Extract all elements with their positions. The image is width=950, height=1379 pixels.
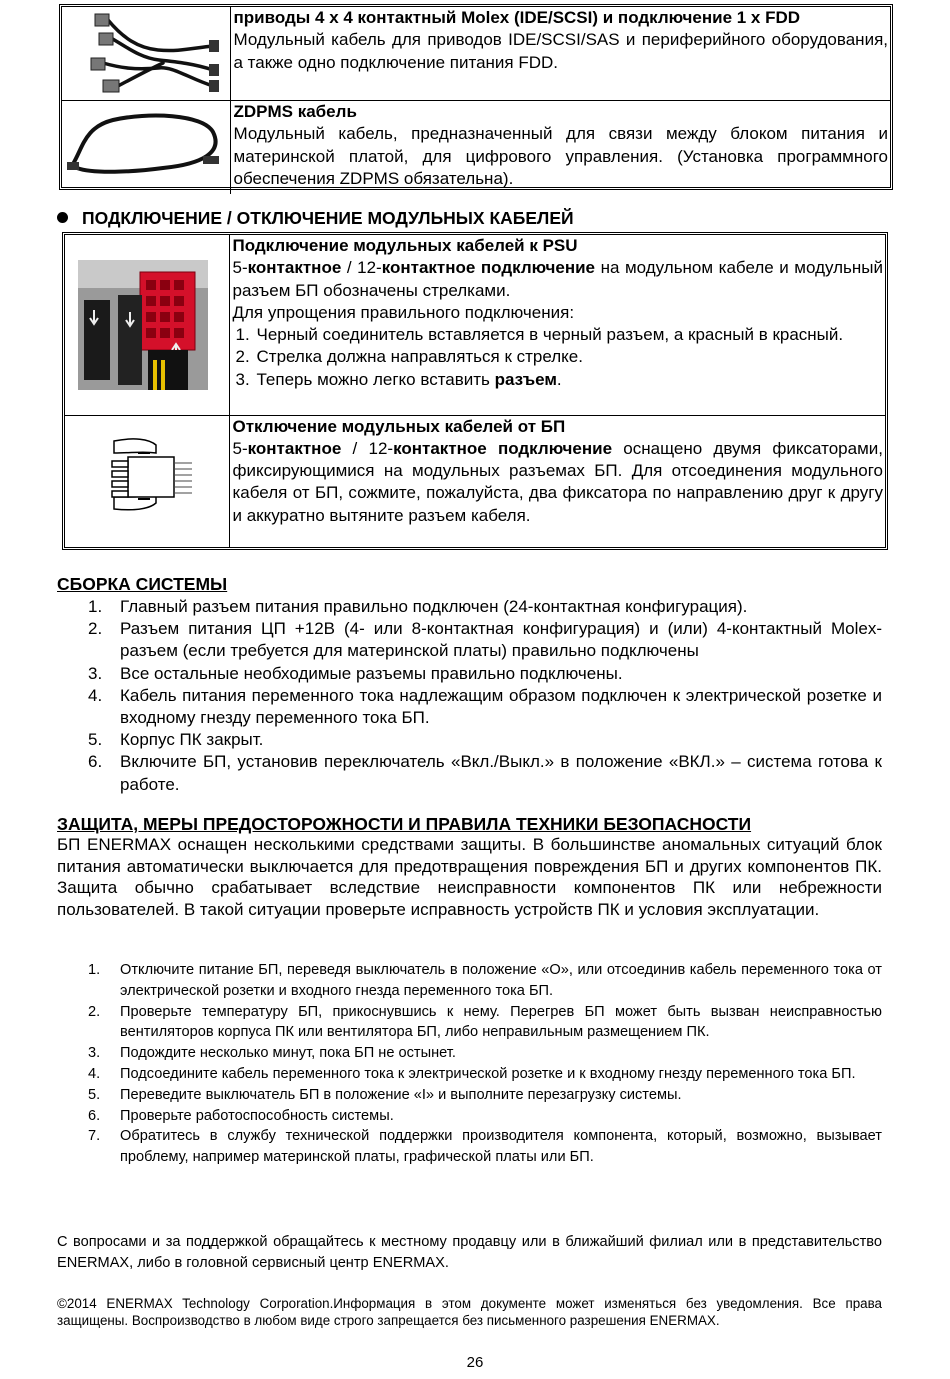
copyright-text: ©2014 ENERMAX Technology Corporation.Информация в этом документе может изменяться без уведомления. Все права защищены. Воспроизводство в любом виде строго запрещается без письменного разрешения ENERMAX. bbox=[57, 1296, 882, 1328]
modular-cables-heading: ПОДКЛЮЧЕНИЕ / ОТКЛЮЧЕНИЕ МОДУЛЬНЫХ КАБЕЛЕЙ bbox=[57, 208, 574, 229]
connect-image-cell bbox=[65, 235, 229, 415]
zdpms-cable-desc: Модульный кабель, предназначенный для связи между блоком питания и материнской платой, для цифрового управления. (Установка программного обеспечения ZDPMS обязательна). bbox=[233, 124, 888, 188]
bullet-icon bbox=[57, 212, 68, 223]
list-item: 1. Черный соединитель вставляется в черный разъем, а красный в красный. bbox=[235, 325, 844, 345]
list-item: 5. Переведите выключатель БП в положение «I» и выполните перезагрузку системы. bbox=[88, 1086, 682, 1103]
molex-cable-title: приводы 4 x 4 контактный Molex (IDE/SCSI) и подключение 1 x FDD bbox=[233, 8, 801, 27]
molex-cable-image bbox=[63, 8, 228, 94]
list-item: 3. Теперь можно легко вставить разъем. bbox=[235, 369, 562, 389]
list-item: 2. Проверьте температуру БП, прикоснувшись к нему. Перегрев БП может быть вызван неисправностью вентиляторов корпуса ПК или вентилятора БП, либо неправильным размещением ПК. bbox=[88, 1003, 882, 1041]
zdpms-cable-title: ZDPMS кабель bbox=[233, 102, 357, 121]
list-item: 2. Стрелка должна направляться к стрелке. bbox=[235, 347, 583, 367]
connect-para: 5-контактное / 12-контактное подключение на модульном кабеле и модульный разъем БП обозначены стрелками. bbox=[232, 258, 883, 300]
list-item: 1. Главный разъем питания правильно подключен (24-контактная конфигурация). bbox=[88, 597, 748, 616]
disconnect-diagram bbox=[104, 431, 194, 531]
modular-table bbox=[62, 232, 888, 550]
disconnect-title: Отключение модульных кабелей от БП bbox=[232, 416, 566, 436]
zdpms-cable-image-cell bbox=[62, 101, 230, 195]
list-item: 4. Кабель питания переменного тока надлежащим образом подключен к электрической розетке и входному гнезду переменного тока БП. bbox=[88, 685, 882, 728]
support-text: С вопросами и за поддержкой обращайтесь к местному продавцу или в ближайший филиал или в представительство ENERMAX, либо в головной сервисный центр ENERMAX. bbox=[57, 1234, 882, 1271]
assembly-heading: СБОРКА СИСТЕМЫ bbox=[57, 574, 228, 594]
zdpms-cable-image bbox=[63, 102, 228, 188]
zdpms-cable-desc-cell bbox=[230, 101, 890, 195]
list-item: 2. Разъем питания ЦП +12В (4- или 8-контактная конфигурация) и (или) 4-контактный Molex-разъем (если требуется для материнской платы) правильно подключены bbox=[88, 619, 882, 661]
connect-title: Подключение модульных кабелей к PSU bbox=[232, 236, 578, 255]
connect-intro: Для упрощения правильного подключения: bbox=[232, 302, 575, 322]
list-item: 7. Обратитесь в службу технической поддержки производителя компонента, который, возможно, вызывает проблему, например материнской платы, графической платы или БП. bbox=[88, 1128, 882, 1166]
list-item: 6. Проверьте работоспособность системы. bbox=[88, 1107, 394, 1124]
list-item: 5. Корпус ПК закрыт. bbox=[88, 730, 264, 750]
protection-intro: БП ENERMAX оснащен несколькими средствами защиты. В большинстве аномальных ситуаций блок питания автоматически выключается для предотвращения повреждения БП и других компонентов ПК. Защита обычно срабатывает вследствие неисправности компонентов ПК или небрежности пользователей. В такой ситуации проверьте исправность устройств ПК и условия эксплуатации. bbox=[57, 835, 882, 919]
connect-desc-cell bbox=[229, 235, 885, 415]
page-number: 26 bbox=[466, 1354, 484, 1371]
cable-table bbox=[59, 4, 893, 190]
list-item: 4. Подсоедините кабель переменного тока к электрической розетке и к входному гнезду переменного тока БП. bbox=[88, 1065, 856, 1082]
disconnect-para: 5-контактное / 12-контактное подключение оснащено двумя фиксаторами, фиксирующимися на модульных разъемах БП. Для отсоединения модульного кабеля от БП, сожмите, пожалуйста, два фиксатора по направлению друг к другу и аккуратно вытяните разъем кабеля. bbox=[232, 438, 883, 525]
list-item: 3. Все остальные необходимые разъемы правильно подключены. bbox=[88, 663, 623, 683]
protection-steps bbox=[57, 960, 882, 1168]
molex-cable-desc-cell bbox=[230, 7, 890, 101]
connect-steps bbox=[233, 324, 884, 391]
list-item: 6. Включите БП, установив переключатель «Вкл./Выкл.» в положение «ВКЛ.» – система готова к работе. bbox=[88, 752, 882, 794]
molex-cable-image-cell bbox=[62, 7, 230, 101]
connect-photo bbox=[78, 260, 208, 390]
assembly-list bbox=[57, 596, 882, 796]
disconnect-image-cell bbox=[65, 415, 229, 547]
protection-heading: ЗАЩИТА, МЕРЫ ПРЕДОСТОРОЖНОСТИ И ПРАВИЛА ТЕХНИКИ БЕЗОПАСНОСТИ bbox=[57, 814, 752, 834]
disconnect-desc-cell bbox=[229, 415, 885, 547]
molex-cable-desc: Модульный кабель для приводов IDE/SCSI/SAS и периферийного оборудования, а также одно подключение питания FDD. bbox=[233, 30, 888, 72]
list-item: 3. Подождите несколько минут, пока БП не остынет. bbox=[88, 1045, 456, 1062]
list-item: 1. Отключите питание БП, переведя выключатель в положение «O», или отсоединив кабель переменного тока от электрической розетки и входного гнезда переменного тока БП. bbox=[88, 962, 882, 999]
